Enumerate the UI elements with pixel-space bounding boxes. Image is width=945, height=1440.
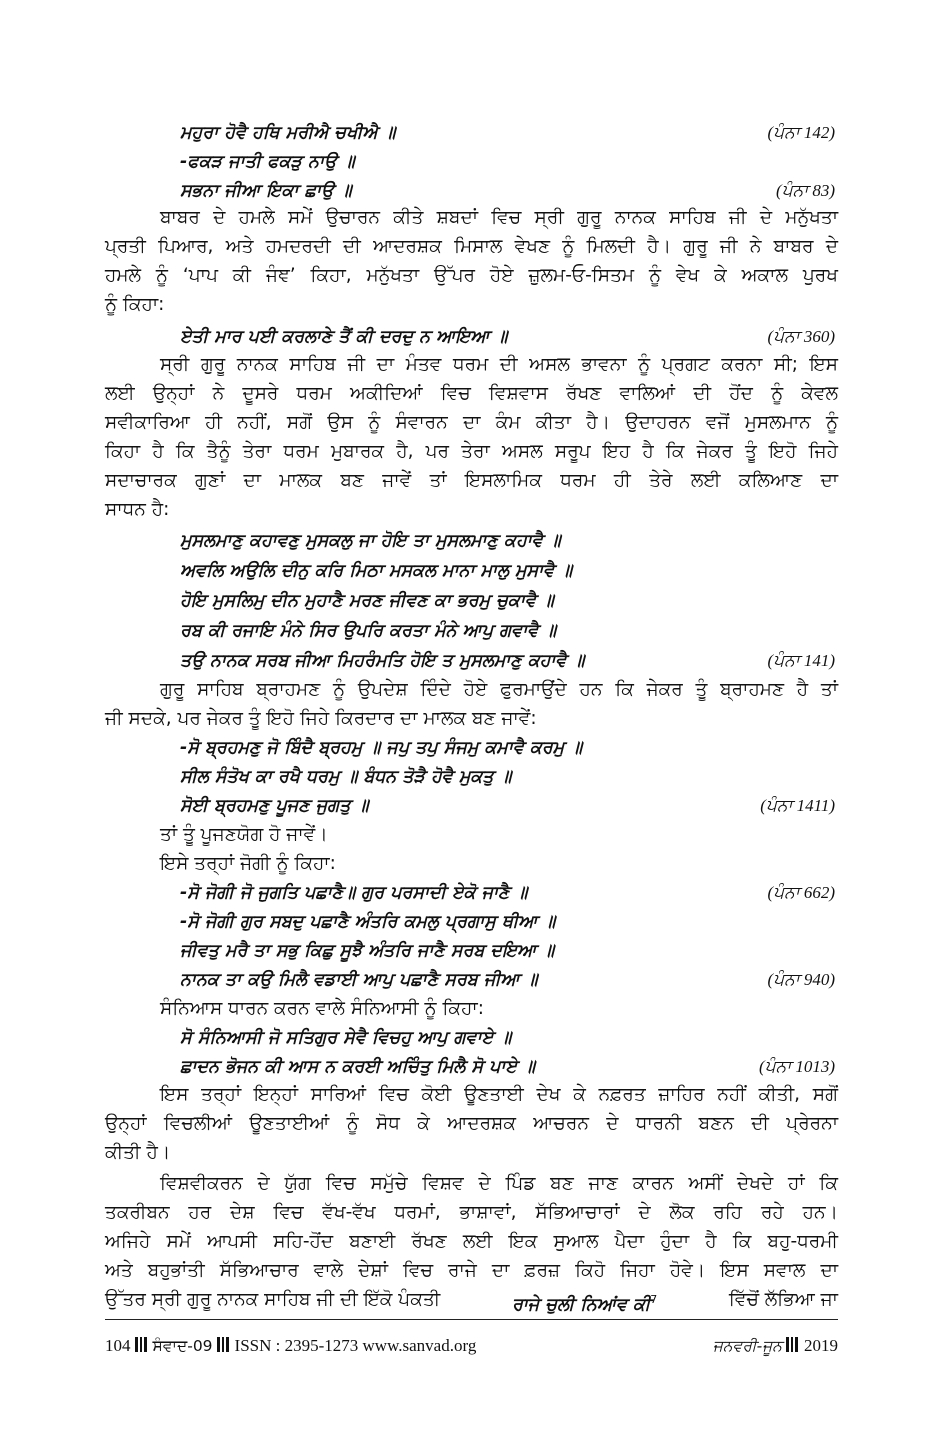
paragraph-line: ਕੀਤੀ ਹੈ। [105,1142,171,1163]
paragraph-text: ਵਿੱਚੋਂ ਲੱਭਿਆ ਜਾ [728,1289,838,1310]
verse-line: ਮੁਸਲਮਾਣੁ ਕਹਾਵਣੁ ਮੁਸਕਲੁ ਜਾ ਹੋਇ ਤਾ ਮੁਸਲਮਾਣੁ ਕਹਾਵੈ ॥ [180,531,561,551]
paragraph-line: ਲਈ ਉਨ੍ਹਾਂ ਨੇ ਦੂਸਰੇ ਧਰਮ ਅਕੀਦਿਆਂ ਵਿਚ ਵਿਸ਼ਵਾਸ ਰੱਖਣ ਵਾਲਿਆਂ ਦੀ ਹੋਂਦ ਨੂੰ ਕੇਵਲ [105,383,838,404]
quoted-verse [512,1285,657,1320]
verse-line: ਛਾਦਨ ਭੋਜਨ ਕੀ ਆਸ ਨ ਕਰਈ ਅਚਿੰਤੁ ਮਿਲੈ ਸੋ ਪਾਏ ॥ [180,1057,535,1077]
verse-line: ਰਬ ਕੀ ਰਜਾਇ ਮੰਨੇ ਸਿਰ ਉਪਰਿ ਕਰਤਾ ਮੰਨੇ ਆਪੁ ਗਵਾਵੈ ॥ [180,621,557,641]
paragraph-line: ਪ੍ਰਤੀ ਪਿਆਰ, ਅਤੇ ਹਮਦਰਦੀ ਦੀ ਆਦਰਸ਼ਕ ਮਿਸਾਲ ਵੇਖਣ ਨੂੰ ਮਿਲਦੀ ਹੈ। ਗੁਰੂ ਜੀ ਨੇ ਬਾਬਰ ਦੇ [105,236,838,257]
verse-line: -ਸੋ ਬ੍ਰਹਮਣੁ ਜੋ ਬਿੰਦੈ ਬ੍ਰਹਮੁ ॥ ਜਪੁ ਤਪੁ ਸੰਜਮੁ ਕਮਾਵੈ ਕਰਮੁ ॥ [180,738,583,758]
verse-line: ਸੀਲ ਸੰਤੋਖ ਕਾ ਰਖੈ ਧਰਮੁ ॥ ਬੰਧਨ ਤੋੜੈ ਹੋਵੈ ਮੁਕਤੁ ॥ [180,767,512,787]
footnote-marker: 7 [650,1293,658,1306]
verse-line: -ਫਕੜ ਜਾਤੀ ਫਕੜੁ ਨਾਉ ॥ [180,152,355,172]
verse-line: ਸੋਈ ਬ੍ਰਹਮਣੁ ਪੂਜਣ ਜੁਗਤੁ ॥ [180,796,369,816]
verse-line: ਤਉ ਨਾਨਕ ਸਰਬ ਜੀਆ ਮਿਹਰੰਮਤਿ ਹੋਇ ਤ ਮੁਸਲਮਾਣੁ ਕਹਾਵੈ ॥ [180,651,585,671]
page-reference: (ਪੰਨਾ 662) [767,883,835,902]
paragraph-text: ਉੱਤਰ ਸ੍ਰੀ ਗੁਰੂ ਨਾਨਕ ਸਾਹਿਬ ਜੀ ਦੀ ਇੱਕੋ ਪੰਕਤੀ [105,1289,441,1310]
verse-line: ਹੋਇ ਮੁਸਲਿਮੁ ਦੀਨ ਮੁਹਾਣੈ ਮਰਣ ਜੀਵਣ ਕਾ ਭਰਮੁ ਚੁਕਾਵੈ ॥ [180,591,554,611]
footer-right [713,1334,838,1358]
verse-line: ਏਤੀ ਮਾਰ ਪਈ ਕਰਲਾਣੇ ਤੈਂ ਕੀ ਦਰਦੁ ਨ ਆਇਆ ॥ [180,327,508,347]
paragraph-line: ਅਤੇ ਬਹੁਭਾਂਤੀ ਸੱਭਿਆਚਾਰ ਵਾਲੇ ਦੇਸ਼ਾਂ ਵਿਚ ਰਾਜੇ ਦਾ ਫ਼ਰਜ਼ ਕਿਹੋ ਜਿਹਾ ਹੋਵੇ। ਇਸ ਸਵਾਲ ਦਾ [105,1260,838,1281]
verse-line: ਮਹੁਰਾ ਹੋਵੈ ਹਥਿ ਮਰੀਐ ਚਖੀਐ ॥ [180,123,396,143]
verse-line: ਅਵਲਿ ਅਉਲਿ ਦੀਨੁ ਕਰਿ ਮਿਠਾ ਮਸਕਲ ਮਾਨਾ ਮਾਲੁ ਮੁਸਾਵੈ ॥ [180,561,573,581]
paragraph-line: ਹਮਲੇ ਨੂੰ ‘ਪਾਪ ਕੀ ਜੰਞ’ ਕਿਹਾ, ਮਨੁੱਖਤਾ ਉੱਪਰ ਹੋਏ ਜ਼ੁਲਮ-ਓ-ਸਿਤਮ ਨੂੰ ਵੇਖ ਕੇ ਅਕਾਲ ਪੁਰਖ [105,265,838,286]
separator-icon [217,1337,229,1352]
paragraph-line: ਸ੍ਰੀ ਗੁਰੂ ਨਾਨਕ ਸਾਹਿਬ ਜੀ ਦਾ ਮੰਤਵ ਧਰਮ ਦੀ ਅਸਲ ਭਾਵਨਾ ਨੂੰ ਪ੍ਰਗਟ ਕਰਨਾ ਸੀ; ਇਸ [160,354,838,375]
paragraph-line: ਸਾਧਨ ਹੈ: [105,499,170,520]
separator-icon [135,1337,147,1352]
paragraph-line: ਇਸੇ ਤਰ੍ਹਾਂ ਜੋਗੀ ਨੂੰ ਕਿਹਾ: [160,853,336,874]
paragraph-line: ਜੀ ਸਦਕੇ, ਪਰ ਜੇਕਰ ਤੂੰ ਇਹੋ ਜਿਹੇ ਕਿਰਦਾਰ ਦਾ ਮਾਲਕ ਬਣ ਜਾਵੇਂ: [105,708,537,729]
paragraph-line: ਨੂੰ ਕਿਹਾ: [105,294,165,315]
paragraph-line: ਤਾਂ ਤੂੰ ਪੂਜਣਯੋਗ ਹੋ ਜਾਵੇਂ। [160,824,328,845]
paragraph-line: ਸੰਨਿਆਸ ਧਾਰਨ ਕਰਨ ਵਾਲੇ ਸੰਨਿਆਸੀ ਨੂੰ ਕਿਹਾ: [160,998,484,1019]
issue-period: ਜਨਵਰੀ-ਜੂਨ [712,1337,782,1355]
footer-rule [105,1319,838,1320]
separator-icon [786,1337,798,1352]
page-reference: (ਪੰਨਾ 1013) [758,1057,835,1076]
page-reference: (ਪੰਨਾ 141) [767,651,835,670]
paragraph-line: ਸਵੀਕਾਰਿਆ ਹੀ ਨਹੀਂ, ਸਗੋਂ ਉਸ ਨੂੰ ਸੰਵਾਰਨ ਦਾ ਕੰਮ ਕੀਤਾ ਹੈ। ਉਦਾਹਰਨ ਵਜੋਂ ਮੁਸਲਮਾਨ ਨੂੰ [105,412,838,433]
paragraph-line [105,1285,838,1320]
verse-line: ਸਭਨਾ ਜੀਆ ਇਕਾ ਛਾਉ ॥ [180,181,352,201]
page-number: 104 [105,1336,131,1355]
paragraph-line: ਤਕਰੀਬਨ ਹਰ ਦੇਸ਼ ਵਿਚ ਵੱਖ-ਵੱਖ ਧਰਮਾਂ, ਭਾਸ਼ਾਵਾਂ, ਸੱਭਿਆਚਾਰਾਂ ਦੇ ਲੋਕ ਰਹਿ ਰਹੇ ਹਨ। [105,1202,838,1223]
verse-quote: ਰਾਜੇ ਚੁਲੀ ਨਿਆਂਵ ਕੀ [511,1295,651,1316]
journal-name: ਸੰਵਾਦ-09 [152,1337,213,1355]
page-reference: (ਪੰਨਾ 360) [767,327,835,346]
page-reference: (ਪੰਨਾ 1411) [760,796,835,815]
verse-line: -ਸੋ ਜੋਗੀ ਗੁਰ ਸਬਦੁ ਪਛਾਣੈ ਅੰਤਰਿ ਕਮਲੁ ਪ੍ਰਗਾਸੁ ਥੀਆ ॥ [180,912,556,932]
footer-left [105,1334,476,1358]
paragraph-line: ਗੁਰੂ ਸਾਹਿਬ ਬ੍ਰਾਹਮਣ ਨੂੰ ਉਪਦੇਸ਼ ਦਿੰਦੇ ਹੋਏ ਫੁਰਮਾਉਂਦੇ ਹਨ ਕਿ ਜੇਕਰ ਤੂੰ ਬ੍ਰਾਹਮਣ ਹੈ ਤਾਂ [160,679,838,700]
verse-line: ਸੋ ਸੰਨਿਆਸੀ ਜੋ ਸਤਿਗੁਰ ਸੇਵੈ ਵਿਚਹੁ ਆਪੁ ਗਵਾਏ ॥ [180,1028,512,1048]
verse-line: ਨਾਨਕ ਤਾ ਕਉ ਮਿਲੈ ਵਡਾਈ ਆਪੁ ਪਛਾਣੈ ਸਰਬ ਜੀਆ ॥ [180,970,538,990]
verse-line: ਜੀਵਤੁ ਮਰੈ ਤਾ ਸਭੁ ਕਿਛੁ ਸੂਝੈ ਅੰਤਰਿ ਜਾਣੈ ਸਰਬ ਦਇਆ ॥ [180,941,555,961]
page-reference: (ਪੰਨਾ 940) [767,970,835,989]
paragraph-line: ਬਾਬਰ ਦੇ ਹਮਲੇ ਸਮੇਂ ਉਚਾਰਨ ਕੀਤੇ ਸ਼ਬਦਾਂ ਵਿਚ ਸ੍ਰੀ ਗੁਰੂ ਨਾਨਕ ਸਾਹਿਬ ਜੀ ਦੇ ਮਨੁੱਖਤਾ [160,207,838,228]
paragraph-line: ਸਦਾਚਾਰਕ ਗੁਣਾਂ ਦਾ ਮਾਲਕ ਬਣ ਜਾਵੇਂ ਤਾਂ ਇਸਲਾਮਿਕ ਧਰਮ ਹੀ ਤੇਰੇ ਲਈ ਕਲਿਆਣ ਦਾ [105,470,838,491]
paragraph-line: ਇਸ ਤਰ੍ਹਾਂ ਇਨ੍ਹਾਂ ਸਾਰਿਆਂ ਵਿਚ ਕੋਈ ਊਣਤਾਈ ਦੇਖ ਕੇ ਨਫ਼ਰਤ ਜ਼ਾਹਿਰ ਨਹੀਂ ਕੀਤੀ, ਸਗੋਂ [160,1084,838,1105]
page-reference: (ਪੰਨਾ 142) [767,123,835,142]
paragraph-line: ਕਿਹਾ ਹੈ ਕਿ ਤੈਨੂੰ ਤੇਰਾ ਧਰਮ ਮੁਬਾਰਕ ਹੈ, ਪਰ ਤੇਰਾ ਅਸਲ ਸਰੂਪ ਇਹ ਹੈ ਕਿ ਜੇਕਰ ਤੂੰ ਇਹੋ ਜਿਹੇ [105,441,838,462]
paragraph-line: ਅਜਿਹੇ ਸਮੇਂ ਆਪਸੀ ਸਹਿ-ਹੋਂਦ ਬਣਾਈ ਰੱਖਣ ਲਈ ਇਕ ਸੁਆਲ ਪੈਦਾ ਹੁੰਦਾ ਹੈ ਕਿ ਬਹੁ-ਧਰਮੀ [105,1231,838,1252]
issue-year: 2019 [804,1336,838,1355]
issn-website: ISSN : 2395-1273 www.sanvad.org [234,1336,477,1355]
verse-line: -ਸੋ ਜੋਗੀ ਜੋ ਜੁਗਤਿ ਪਛਾਣੈ॥ ਗੁਰ ਪਰਸਾਦੀ ਏਕੋ ਜਾਣੈ ॥ [180,883,528,903]
page-reference: (ਪੰਨਾ 83) [775,181,835,200]
paragraph-line: ਵਿਸ਼ਵੀਕਰਨ ਦੇ ਯੁੱਗ ਵਿਚ ਸਮੁੱਚੇ ਵਿਸ਼ਵ ਦੇ ਪਿੰਡ ਬਣ ਜਾਣ ਕਾਰਨ ਅਸੀਂ ਦੇਖਦੇ ਹਾਂ ਕਿ [160,1173,838,1194]
paragraph-line: ਉਨ੍ਹਾਂ ਵਿਚਲੀਆਂ ਊਣਤਾਈਆਂ ਨੂੰ ਸੋਧ ਕੇ ਆਦਰਸ਼ਕ ਆਚਰਨ ਦੇ ਧਾਰਨੀ ਬਣਨ ਦੀ ਪ੍ਰੇਰਨਾ [105,1113,838,1134]
